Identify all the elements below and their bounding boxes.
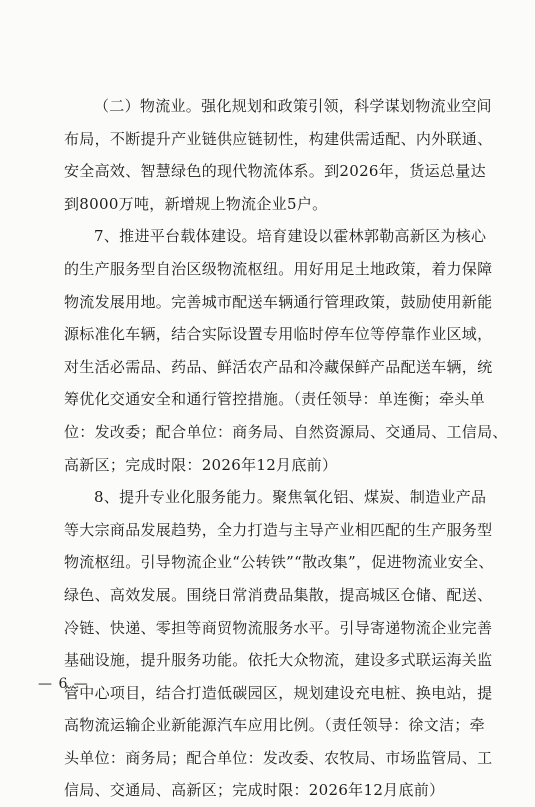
- paragraph-item-7: [64, 220, 508, 481]
- text-line: 到8000万吨，新增规上物流企业5户。: [64, 194, 328, 213]
- text-line: （二）物流业。强化规划和政策引领，科学谋划物流业空间: [94, 97, 492, 115]
- text-line: 布局，不断提升产业链供应链韧性，构建供需适配、内外联通、: [64, 129, 493, 148]
- text-line: 信局、交通局、高新区；完成时限：2026年12月底前）: [64, 781, 445, 800]
- text-line: 筹优化交通安全和通行管控措施。（责任领导：单连衡；牵头单: [64, 390, 485, 409]
- document-body: [64, 90, 508, 807]
- paragraph-item-8: [64, 481, 494, 807]
- text-line: 高物流运输企业新能源汽车应用比例。（责任领导：徐文洁；牵: [64, 716, 485, 735]
- text-line: 对生活必需品、药品、鲜活农产品和冷藏保鲜产品配送车辆，统: [64, 357, 493, 376]
- text-line: 管中心项目，结合打造低碳园区，规划建设充电桩、换电站，提: [64, 683, 493, 702]
- text-line: 绿色、高效发展。围绕日常消费品集散，提高城区仓储、配送、: [64, 585, 493, 604]
- text-line: 的生产服务型自治区级物流枢纽。用好用足土地政策，着力保障: [64, 259, 493, 278]
- text-line: 位：发改委；配合单位：商务局、自然资源局、交通局、工信局、: [64, 422, 508, 441]
- text-line: 源标准化车辆，结合实际设置专用临时停车位等停靠作业区域，: [64, 325, 493, 344]
- text-line: 头单位：商务局；配合单位：发改委、农牧局、市场监管局、工: [64, 748, 493, 767]
- text-line: 等大宗商品发展趋势，全力打造与主导产业相匹配的生产服务型: [64, 520, 493, 539]
- text-line: 基础设施，提升服务功能。依托大众物流，建设多式联运海关监: [64, 651, 493, 670]
- text-line: 物流枢纽。引导物流企业“公转铁”“散改集”，促进物流业安全、: [64, 553, 494, 572]
- text-line: 安全高效、智慧绿色的现代物流体系。到2026年，货运总量达: [64, 162, 486, 181]
- page-number: — 6 —: [38, 676, 89, 692]
- text-line: 7、推进平台载体建设。培育建设以霍林郭勒高新区为核心: [94, 227, 487, 246]
- text-line: 冷链、快递、零担等商贸物流服务水平。引导寄递物流企业完善: [64, 618, 493, 637]
- paragraph-logistics-industry: [64, 90, 493, 220]
- text-line: 8、提升专业化服务能力。聚焦氧化铝、煤炭、制造业产品: [94, 488, 487, 507]
- text-line: 高新区；完成时限：2026年12月底前）: [64, 455, 338, 474]
- text-line: 物流发展用地。完善城市配送车辆通行管理政策，鼓励使用新能: [64, 292, 493, 311]
